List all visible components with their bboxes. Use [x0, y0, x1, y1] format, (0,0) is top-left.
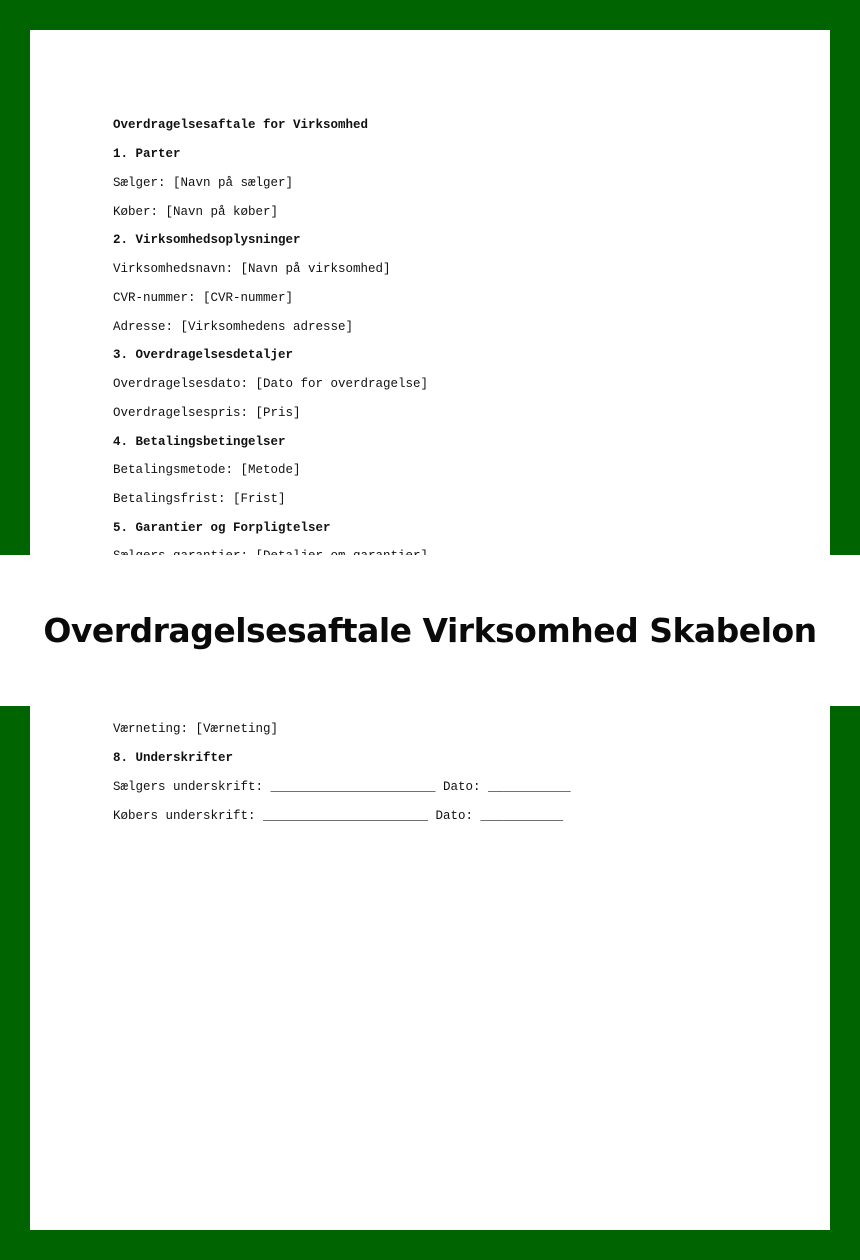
field-transfer-price: Overdragelsespris: [Pris]	[113, 406, 301, 420]
field-transfer-date: Overdragelsesdato: [Dato for overdragelse]	[113, 377, 429, 391]
document-title: Overdragelsesaftale for Virksomhed	[113, 118, 369, 132]
field-cvr: CVR-nummer: [CVR-nummer]	[113, 291, 294, 305]
field-payment-method: Betalingsmetode: [Metode]	[113, 463, 301, 477]
section-heading-garantier: 5. Garantier og Forpligtelser	[113, 521, 331, 535]
banner-title: Overdragelsesaftale Virksomhed Skabelon	[43, 611, 817, 650]
section-heading-virksomhed: 2. Virksomhedsoplysninger	[113, 233, 301, 247]
field-buyer: Køber: [Navn på køber]	[113, 205, 279, 219]
field-company-name: Virksomhedsnavn: [Navn på virksomhed]	[113, 262, 391, 276]
field-venue: Værneting: [Værneting]	[113, 722, 279, 736]
field-seller: Sælger: [Navn på sælger]	[113, 176, 294, 190]
section-heading-detaljer: 3. Overdragelsesdetaljer	[113, 348, 294, 362]
section-heading-parter: 1. Parter	[113, 147, 181, 161]
field-payment-deadline: Betalingsfrist: [Frist]	[113, 492, 286, 506]
section-heading-underskrifter: 8. Underskrifter	[113, 751, 234, 765]
title-banner	[0, 555, 860, 706]
section-heading-betaling: 4. Betalingsbetingelser	[113, 435, 286, 449]
field-buyer-signature: Købers underskrift: ______________________ Dato: ___________	[113, 809, 564, 823]
field-seller-signature: Sælgers underskrift: ______________________ Dato: ___________	[113, 780, 571, 794]
field-address: Adresse: [Virksomhedens adresse]	[113, 320, 354, 334]
